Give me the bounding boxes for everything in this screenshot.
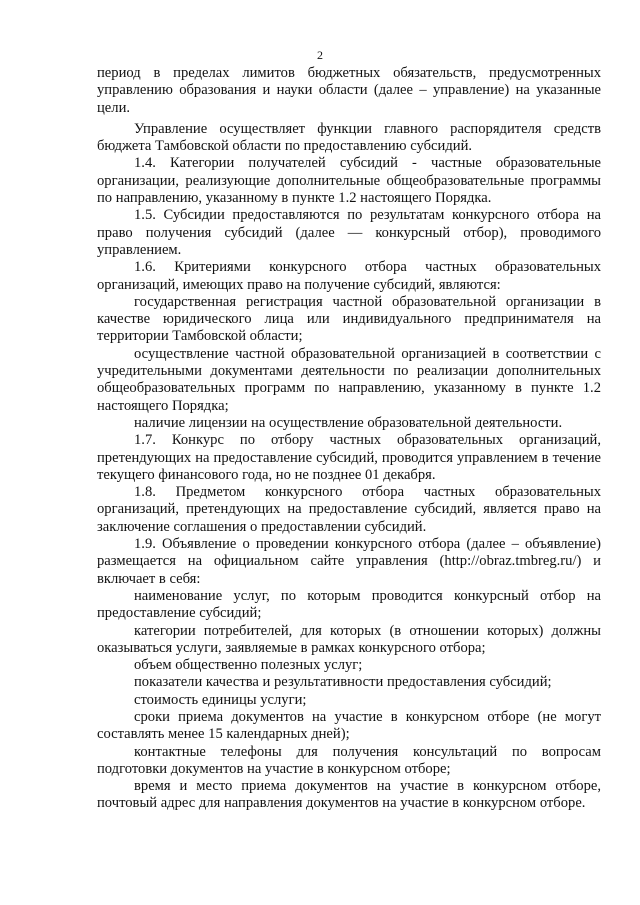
document-body <box>97 65 601 813</box>
paragraph: контактные телефоны для получения консультаций по вопросам подготовки документов на участие в конкурсном отборе; <box>97 743 601 777</box>
paragraph: 1.5. Субсидии предоставляются по результатам конкурсного отбора на право получения субсидий (далее — конкурсный отбор), проводимого управлением. <box>97 207 601 258</box>
paragraph: сроки приема документов на участие в конкурсном отборе (не могут составлять менее 15 календарных дней); <box>97 708 601 743</box>
paragraph: 1.6. Критериями конкурсного отбора частных образовательных организаций, имеющих право на получение субсидий, являются: <box>97 259 601 293</box>
page-number: 2 <box>317 48 323 62</box>
paragraph: 1.4. Категории получателей субсидий - частные образовательные организации, реализующие дополнительные общеобразовательные программы по направлению, указанному в пункте 1.2 настоящего Порядка. <box>97 155 601 207</box>
paragraph: 1.9. Объявление о проведении конкурсного отбора (далее – объявление) размещается на официальном сайте управления (http://obraz.tmbreg.ru/) и включает в себя: <box>97 536 601 587</box>
paragraph: осуществление частной образовательной организацией в соответствии с учредительными документами деятельности по реализации дополнительных общеобразовательных программ по направлению, указанному в пункте 1.2 настоящего Порядка; <box>97 345 601 414</box>
paragraph: наименование услуг, по которым проводится конкурсный отбор на предоставление субсидий; <box>97 587 601 622</box>
paragraph: стоимость единицы услуги; <box>134 691 307 708</box>
paragraph: показатели качества и результативности предоставления субсидий; <box>134 674 552 691</box>
paragraph: наличие лицензии на осуществление образовательной деятельности. <box>134 414 563 431</box>
paragraph: период в пределах лимитов бюджетных обязательств, предусмотренных управлению образования и науки области (далее – управление) на указанные цели. <box>97 65 601 116</box>
paragraph: категории потребителей, для которых (в отношении которых) должны оказываться услуги, заявляемые в рамках конкурсного отбора; <box>97 622 601 656</box>
paragraph: 1.8. Предметом конкурсного отбора частных образовательных организаций, претендующих на предоставление субсидий, является право на заключение соглашения о предоставлении субсидий. <box>97 484 601 535</box>
paragraph: Управление осуществляет функции главного распорядителя средств бюджета Тамбовской области по предоставлению субсидий. <box>97 120 601 155</box>
paragraph: время и место приема документов на участие в конкурсном отборе, почтовый адрес для направления документов на участие в конкурсном отборе. <box>97 778 601 812</box>
paragraph: 1.7. Конкурс по отбору частных образовательных организаций, претендующих на предоставление субсидий, проводится управлением в течение текущего финансового года, но не позднее 01 декабря. <box>97 432 601 483</box>
paragraph: государственная регистрация частной образовательной организации в качестве юридического лица или индивидуального предпринимателя на территории Тамбовской области; <box>97 293 601 345</box>
paragraph: объем общественно полезных услуг; <box>134 657 363 674</box>
